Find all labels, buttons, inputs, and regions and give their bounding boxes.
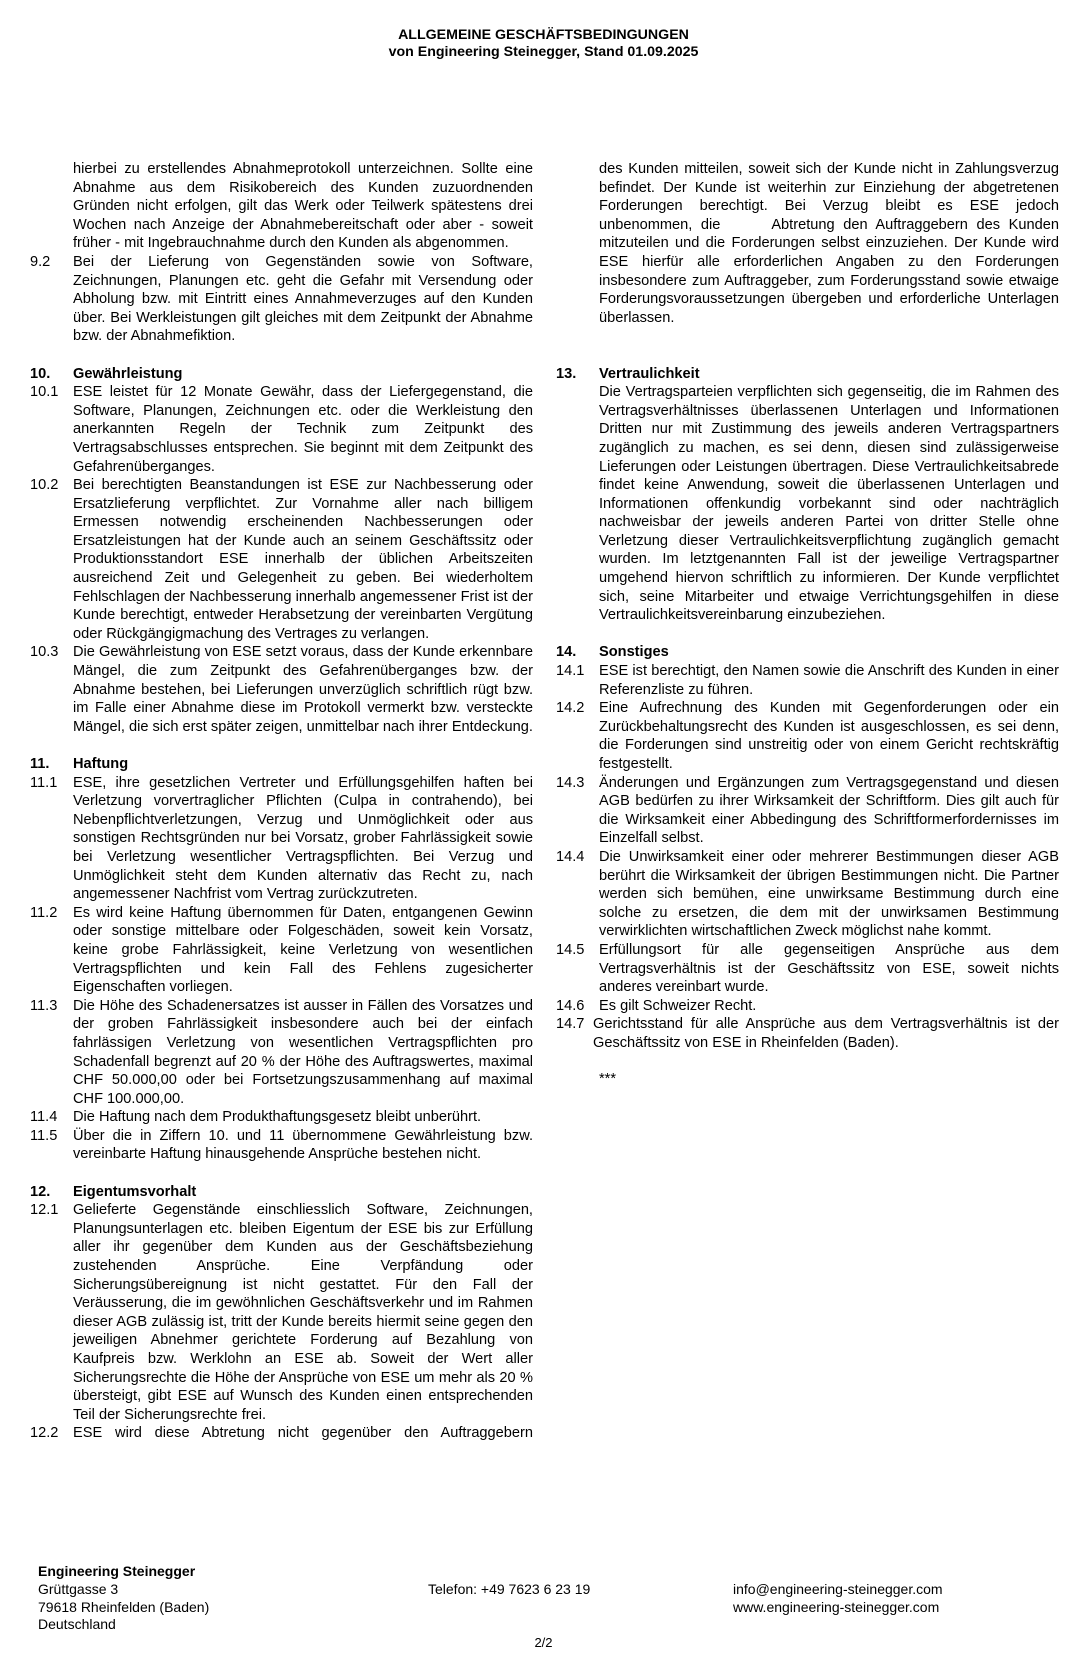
end-mark: ***: [599, 1070, 617, 1087]
section-title: Sonstiges: [599, 644, 669, 661]
footer-city: 79618 Rheinfelden (Baden): [38, 1598, 210, 1615]
clause-number: 14.4: [556, 848, 585, 865]
clause-number: 10.2: [30, 477, 59, 494]
clause-14-2: [556, 699, 1059, 773]
section-number: 12.: [30, 1183, 51, 1200]
clause-text: Die Haftung nach dem Produkthaftungsgesetz bleibt unberührt.: [73, 1109, 482, 1126]
clause-number: 14.1: [556, 663, 585, 680]
clause-number: 14.3: [556, 774, 585, 791]
section-title: Eigentumsvorhalt: [73, 1183, 197, 1200]
section-12: [30, 1183, 533, 1443]
clause-text: Gerichtsstand für alle Ansprüche aus dem Vertragsverhältnis ist der Geschäftssitz von ESE in Rheinfelden (Baden).: [593, 1016, 1059, 1051]
section-title: Haftung: [73, 756, 129, 772]
clause-number: 14.6: [556, 997, 585, 1014]
clause-text: Die Höhe des Schadenersatzes ist ausser in Fällen des Vorsatzes und der groben Fahrlässigkeit insbesondere auch bei der einfach fahrlässigen Verletzung von wesentlichen Vertragspflichten pro Schadenfall begrenzt auf 20 % der Höhe des Auftragswertes, maximal CHF 50.000,00 oder bei Fortsetzungszusammenhang auf maximal CHF 100.000,00.: [73, 997, 533, 1107]
clause-text: Es wird keine Haftung übernommen für Daten, entgangenen Gewinn oder sonstige mittelbare oder Folgeschäden, soweit kein Vorsatz, keine grobe Fahrlässigkeit, keine Verletzung von wesentlichen Vertragspflichten und kein Fall des Fehlens zugesicherter Eigenschaften vorliegen.: [73, 904, 533, 996]
clause-number: 10.3: [30, 644, 59, 661]
section-14: [556, 643, 1059, 1052]
footer-email[interactable]: info@engineering-steinegger.com: [733, 1580, 943, 1597]
clause-text: Es gilt Schweizer Recht.: [599, 997, 757, 1014]
clause-text: Bei der Lieferung von Gegenständen sowie von Software, Zeichnungen, Planungen etc. geht die Gefahr mit Versendung oder Abholung bzw. mit Eintritt eines Annahmeverzuges auf den Kunden über. Bei Werkleistungen gilt gleiches mit dem Zeitpunkt der Abnahme bzw. der Abnahmefiktion.: [73, 253, 533, 345]
clause-12-2: [30, 1424, 533, 1443]
clause-number: 11.1: [30, 774, 58, 791]
clause-14-5: [556, 941, 1059, 997]
clause-11-4: [30, 1108, 533, 1127]
clause-9-2: [30, 253, 533, 346]
document-subtitle: von Engineering Steinegger, Stand 01.09.2025: [388, 44, 699, 60]
clause-11-1: [30, 774, 533, 904]
clause-number: 12.1: [30, 1202, 59, 1219]
section-number: 10.: [30, 365, 51, 382]
clause-text: Gelieferte Gegenstände einschliesslich Software, Zeichnungen, Planungsunterlagen etc. bleiben Eigentum der ESE bis zur Erfüllung aller ihr gegenüber dem Kunden aus der Geschäftsbeziehung zustehenden Ansprüche. Eine Verpfändung oder Sicherungsübereignung ist nicht gestattet. Für den Fall der Veräusserung, die im gewöhnlichen Geschäftsverkehr und im Rahmen dieser AGB zulässig ist, tritt der Kunde bereits hiermit seine gegen den jeweiligen Abnehmer gerichtete Forderung auf Bezahlung von Kaufpreis bzw. Werklohn an ESE ab. Soweit der Wert aller Sicherungsrechte die Höhe der Ansprüche von ESE um mehr als 20 % übersteigt, gibt ESE auf Wunsch des Kunden einen entsprechenden Teil der Sicherungsrechte frei.: [73, 1202, 533, 1423]
clause-number: 11.2: [30, 904, 58, 921]
section-number: 13.: [556, 365, 577, 382]
footer-address: [38, 1563, 209, 1634]
section-heading: [30, 1183, 533, 1202]
clause-text: ESE, ihre gesetzlichen Vertreter und Erfüllungsgehilfen haften bei Verletzung vorvertraglicher Pflichten (Culpa in contrahendo), bei Nebenpflichtverletzungen, Verzug und Unmöglichkeit oder aus sonstigen Rechtsgründen nur bei Vorsatz, grober Fahrlässigkeit sowie bei Verletzung wesentlicher Vertragspflichten. Bei Verzug und Unmöglichkeit steht dem Kunden alternativ das Recht zu, nach angemessener Nachfrist vom Vertrag zurückzutreten.: [73, 774, 533, 903]
clause-14-6: [556, 997, 1059, 1016]
clause-text: Die Unwirksamkeit einer oder mehrerer Bestimmungen dieser AGB berührt die Wirksamkeit der übrigen Bestimmungen nicht. Die Partner werden sich bemühen, eine unwirksame Bestimmung durch eine solche zu ersetzen, die dem mit der unwirksamen Bestimmung verwirklichten wirtschaftlichen Zweck möglichst nahe kommt.: [599, 848, 1059, 940]
clause-text: ESE leistet für 12 Monate Gewähr, dass der Liefergegenstand, die Software, Planungen, Zeichnungen etc. oder die Werkleistung den anerkannten Regeln der Technik zum Zeitpunkt des Vertragsabschlusses entsprechen. Sie beginnt mit dem Zeitpunkt des Gefahrenüberganges.: [73, 384, 533, 475]
clause-11-5: [30, 1127, 533, 1164]
clause-10-3: [30, 643, 533, 736]
clause-11-3: [30, 997, 533, 1109]
footer-phone: Telefon: +49 7623 6 23 19: [428, 1580, 591, 1597]
section-10: [30, 365, 533, 737]
clause-number: 11.4: [30, 1109, 58, 1126]
clause-text: Eine Aufrechnung des Kunden mit Gegenforderungen oder ein Zurückbehaltungsrecht des Kunden ist ausgeschlossen, es sei denn, die Forderungen sind unstreitig oder von einem Gericht rechtskräftig festgestellt.: [599, 700, 1059, 772]
footer-website[interactable]: www.engineering-steinegger.com: [733, 1598, 940, 1615]
clause-text: Die Gewährleistung von ESE setzt voraus, dass der Kunde erkennbare Mängel, die zum Zeitpunkt des Gefahrenüberganges bzw. der Abnahme bestehen, bei Lieferungen unverzüglich schriftlich rügt bzw. im Falle einer Abnahme diese im Protokoll vermerkt bzw. versteckte Mängel, die sich erst später zeigen, unmittelbar nach ihrer Entdeckung.: [73, 644, 533, 735]
clause-10-1: [30, 383, 533, 476]
clause-10-2: [30, 476, 533, 643]
clause-14-4: [556, 848, 1059, 941]
footer-company: Engineering Steinegger: [38, 1563, 196, 1579]
clause-text: ESE ist berechtigt, den Namen sowie die Anschrift des Kunden in einer Referenzliste zu führen.: [599, 663, 1059, 698]
clause-number: 9.2: [30, 253, 51, 270]
section-title: Vertraulichkeit: [599, 365, 700, 382]
footer-street: Grüttgasse 3: [38, 1580, 119, 1597]
clause-14-3: [556, 774, 1059, 848]
document-title: ALLGEMEINE GESCHÄFTSBEDINGUNGEN: [398, 27, 689, 43]
clause-number: 14.2: [556, 700, 585, 717]
left-column: [30, 160, 533, 1443]
clause-number: 14.5: [556, 941, 585, 958]
clause-text: Über die in Ziffern 10. und 11 übernommene Gewährleistung bzw. vereinbarte Haftung hinausgehende Ansprüche bestehen nicht.: [73, 1127, 533, 1163]
clause-text: des Kunden mitteilen, soweit sich der Kunde nicht in Zahlungsverzug befindet. Der Kunde ist weiterhin zur Einziehung der abgetretenen Forderungen berechtigt. Bei Verzug bleibt es ESE jedoch unbenommen, die Abtretung den Auftraggebern des Kunden mitzuteilen und die Forderungen selbst einzuziehen. Der Kunde wird ESE hierfür alle erforderlichen Angaben zu den Forderungen insbesondere zum Auftraggeber, zum Forderungsstand sowie etwaige Forderungsvoraussetzungen übergeben und erforderliche Unterlagen überlassen.: [599, 161, 1064, 326]
clause-text: Bei berechtigten Beanstandungen ist ESE zur Nachbesserung oder Ersatzlieferung verpflichtet. Zur Vornahme aller nach billigem Ermessen notwendig erscheinenden Nachbesserungen oder Ersatzleistungen hat der Kunde auch an seinem Geschäftssitz oder Produktionsstandort ESE innerhalb der üblichen Arbeitszeiten ausreichend Zeit und Gelegenheit zu geben. Bei wiederholtem Fehlschlagen der Nachbesserung innerhalb angemessener Frist ist der Kunde berechtigt, entweder Herabsetzung der vereinbarten Vergütung oder Rückgängigmachung des Vertrages zu verlangen.: [73, 477, 533, 642]
footer-country: Deutschland: [38, 1616, 116, 1633]
clause-11-2: [30, 904, 533, 997]
section-11: [30, 755, 533, 1164]
footer-contact: [733, 1581, 943, 1617]
document-header: [0, 27, 1087, 61]
clause-text: hierbei zu erstellendes Abnahmeprotokoll unterzeichnen. Sollte eine Abnahme aus dem Risikobereich des Kunden zuzuordnenden Gründen nicht erfolgen, gilt das Werk oder Teilwerk spätestens drei Wochen nach Anzeige der Abnahmebereitschaft oder aber - soweit früher - mit Ingebrauchnahme durch den Kunden als abgenommen.: [73, 161, 533, 252]
section-13: [556, 365, 1059, 625]
clause-number: 10.1: [30, 384, 59, 401]
clause-9-continuation: [30, 160, 533, 346]
section-heading: [556, 365, 1059, 384]
page-number: 2/2: [534, 1635, 553, 1650]
section-heading: [556, 643, 1059, 662]
clause-number: 12.2: [30, 1425, 59, 1442]
clause-text: Erfüllungsort für alle gegenseitigen Ansprüche aus dem Vertragsverhältnis ist der Geschäftssitz von ESE, soweit nichts anderes vereinbart wurde.: [599, 941, 1059, 996]
section-heading: [30, 365, 533, 384]
section-title: Gewährleistung: [73, 365, 183, 382]
section-number: 14.: [556, 644, 577, 661]
section-13-body: [556, 383, 1059, 625]
clause-14-7: [556, 1015, 1059, 1052]
clause-number: 11.3: [30, 997, 58, 1014]
clause-number: 14.7: [556, 1016, 585, 1033]
clause-14-1: [556, 662, 1059, 699]
clause-text: ESE wird diese Abtretung nicht gegenüber den Auftraggebern: [73, 1425, 533, 1442]
clause-text: Änderungen und Ergänzungen zum Vertragsgegenstand und diesen AGB bedürfen zu ihrer Wirksamkeit der Schriftform. Dies gilt auch für die Wirksamkeit einer Abbedingung des Schriftformerfordernisses im Einzelfall selbst.: [599, 774, 1059, 847]
clause-12-2-continuation: [556, 160, 1064, 327]
right-column: [556, 160, 1064, 1087]
section-heading: [30, 755, 533, 774]
section-number: 11.: [30, 756, 50, 772]
clause-number: 11.5: [30, 1127, 58, 1144]
clause-12-1: [30, 1201, 533, 1424]
clause-text: Die Vertragsparteien verpflichten sich gegenseitig, die im Rahmen des Vertragsverhältnisses überlassenen Unterlagen und Informationen Dritten nur mit Zustimmung des jeweils anderen Vertragspartners zugänglich zu machen, es sei denn, diesen sind zulässigerweise Lieferungen oder Leistungen übertragen. Diese Vertraulichkeitsabrede findet keine Anwendung, soweit die überlassenen Unterlagen und Informationen offenkundig vorbekannt sind oder nachträglich nachweisbar der jeweils anderen Partei von dritter Stelle ohne Verletzung dieser Vertraulichkeitsverpflichtung zugänglich gemacht wurden. Im letztgenannten Fall ist der jeweilige Vertragspartner umgehend hiervon schriftlich zu informieren. Der Kunde verpflichtet sich, seine Mitarbeiter und etwaige Verrichtungsgehilfen in diese Vertraulichkeitsvereinbarung einzubeziehen.: [599, 384, 1059, 624]
